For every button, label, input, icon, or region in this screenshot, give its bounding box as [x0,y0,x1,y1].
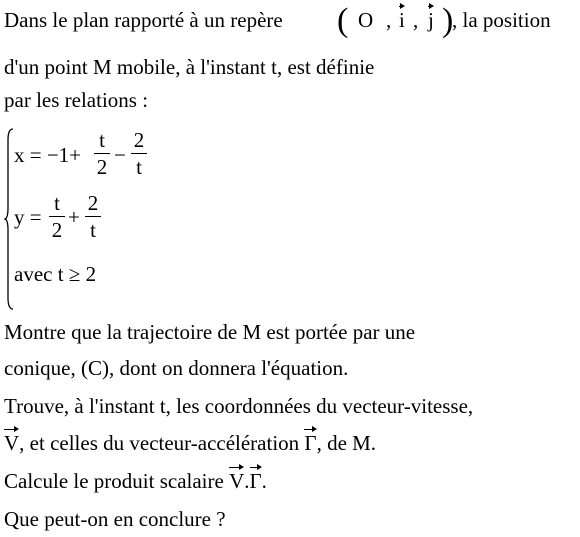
left-brace-icon [4,128,14,310]
dot-product-sign: . [244,469,250,493]
vector-v-letter: V [229,469,245,493]
x-equation-lhs: x = −1+ [14,143,82,167]
y-fraction-2 [85,193,101,241]
fraction-bar [85,216,101,217]
fraction-bar [49,216,65,217]
vector-v [4,433,19,454]
right-parenthesis: ) [442,2,454,39]
x-minus-sign: − [114,143,126,167]
y-plus-sign: + [68,205,80,229]
question-3-end: . [261,469,267,493]
y-equation-lhs: y = [14,205,42,229]
question-1-line-2: conique, (C), dont on donnera l'équation. [4,356,349,380]
y-fraction-1 [49,193,65,241]
intro-text-end: , la position [452,8,551,32]
question-2-line-1: Trouve, à l'instant t, les coordonnées du vecteur-vitesse, [4,394,474,418]
y-frac1-num: t [54,191,60,215]
vector-gamma-letter: Γ [249,469,262,493]
vector-arrow-icon [399,5,405,7]
vector-gamma [304,433,316,454]
fraction-bar [131,153,147,154]
question-2-mid: , et celles du vecteur-accélération [19,431,300,455]
intro-line-2: d'un point M mobile, à l'instant t, est définie [4,55,375,79]
condition-t: avec t ≥ 2 [14,262,97,286]
comma-2: , [413,8,419,32]
x-fraction-2 [131,130,147,178]
vector-arrow-icon [428,5,434,7]
vector-j [428,10,434,31]
question-2-line-2 [4,433,376,454]
vector-arrow-icon [250,466,262,468]
intro-line-1 [4,10,283,31]
question-3-text: Calcule le produit scalaire [4,469,224,493]
fraction-bar [94,153,110,154]
y-frac2-den: t [90,218,96,242]
vector-i [399,10,405,31]
x-frac1-num: t [99,128,105,152]
vector-arrow-icon [4,428,19,430]
question-4: Que peut-on en conclure ? [4,507,226,531]
intro-text-start: Dans le plan rapporté à un repère [4,8,283,32]
intro-line-3: par les relations : [4,88,149,112]
vector-j-letter: j [428,8,434,32]
question-3 [4,471,267,492]
vector-gamma-product [250,471,262,492]
comma-1: , [386,8,392,32]
left-parenthesis: ( [337,2,349,39]
question-1-line-1: Montre que la trajectoire de M est portée par une [4,320,416,344]
question-2-end: , de M. [316,431,377,455]
x-frac1-den: 2 [96,155,108,179]
origin-o: O [358,8,374,32]
vector-i-letter: i [399,8,405,32]
y-frac2-num: 2 [87,191,99,215]
x-fraction-1 [94,130,110,178]
vector-gamma-letter: Γ [304,431,317,455]
vector-arrow-icon [229,466,244,468]
vector-arrow-icon [304,428,316,430]
vector-v-letter: V [4,431,20,455]
x-frac2-num: 2 [133,128,145,152]
x-frac2-den: t [136,155,142,179]
vector-v-product [229,471,244,492]
y-frac1-den: 2 [51,218,63,242]
